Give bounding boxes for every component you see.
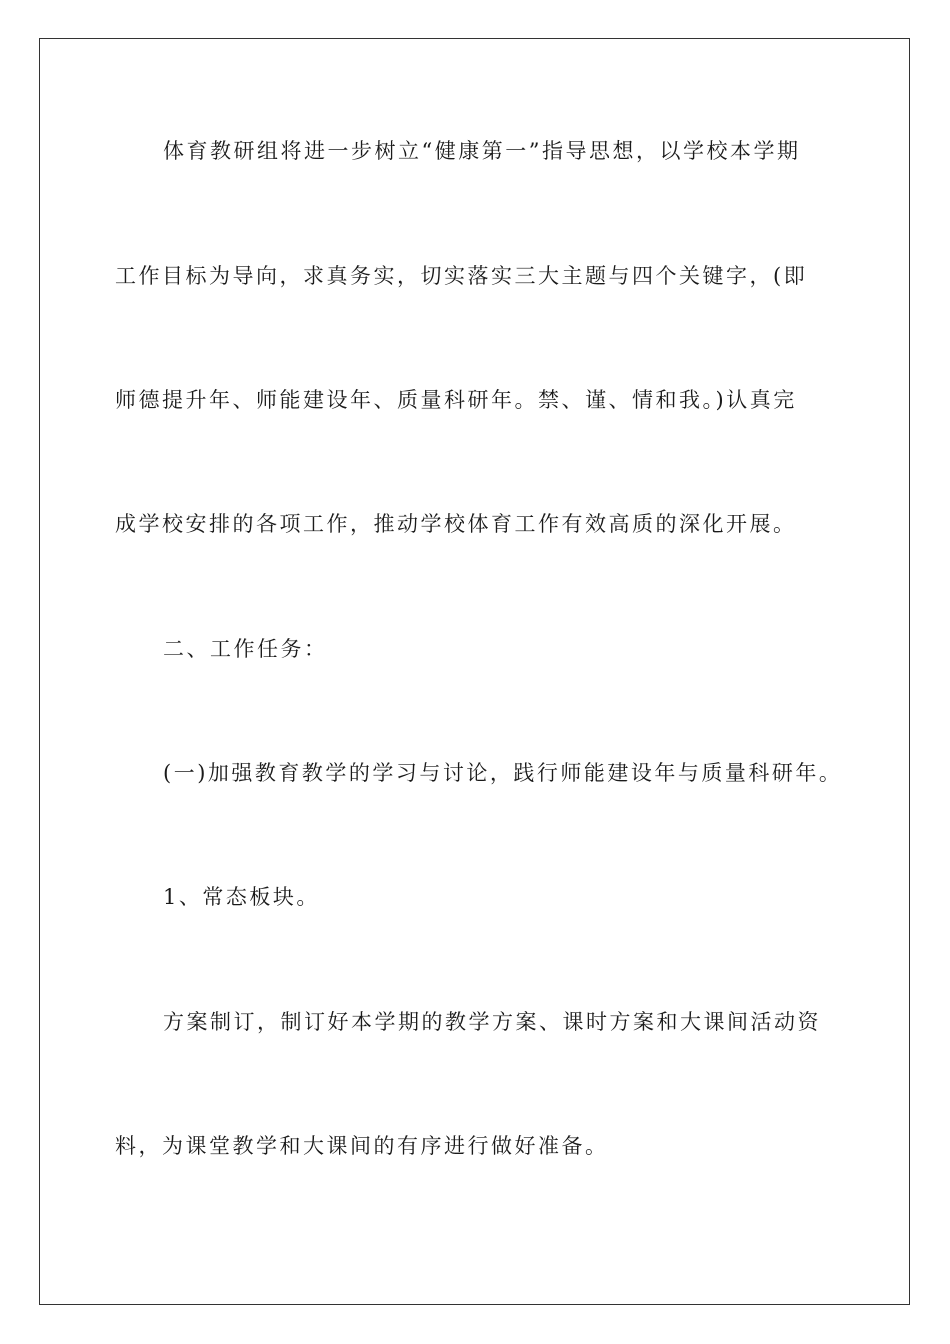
paragraph-1-line-4: 成学校安排的各项工作，推动学校体育工作有效高质的深化开展。 xyxy=(115,512,797,536)
paragraph-2-line-1: 方案制订，制订好本学期的教学方案、课时方案和大课间活动资 xyxy=(163,1010,821,1034)
subsection-heading: (一)加强教育教学的学习与讨论，践行师能建设年与质量科研年。 xyxy=(163,761,843,785)
paragraph-2-line-2: 料，为课堂教学和大课间的有序进行做好准备。 xyxy=(115,1134,609,1158)
paragraph-1-line-1: 体育教研组将进一步树立“健康第一”指导思想，以学校本学期 xyxy=(163,139,801,163)
item-heading: 1、常态板块。 xyxy=(163,885,320,909)
page-border xyxy=(39,38,910,1305)
section-heading: 二、工作任务： xyxy=(163,637,328,661)
paragraph-1-line-3: 师德提升年、师能建设年、质量科研年。禁、谨、情和我。)认真完 xyxy=(115,388,797,412)
paragraph-1-line-2: 工作目标为导向，求真务实，切实落实三大主题与四个关键字，(即 xyxy=(115,264,808,288)
